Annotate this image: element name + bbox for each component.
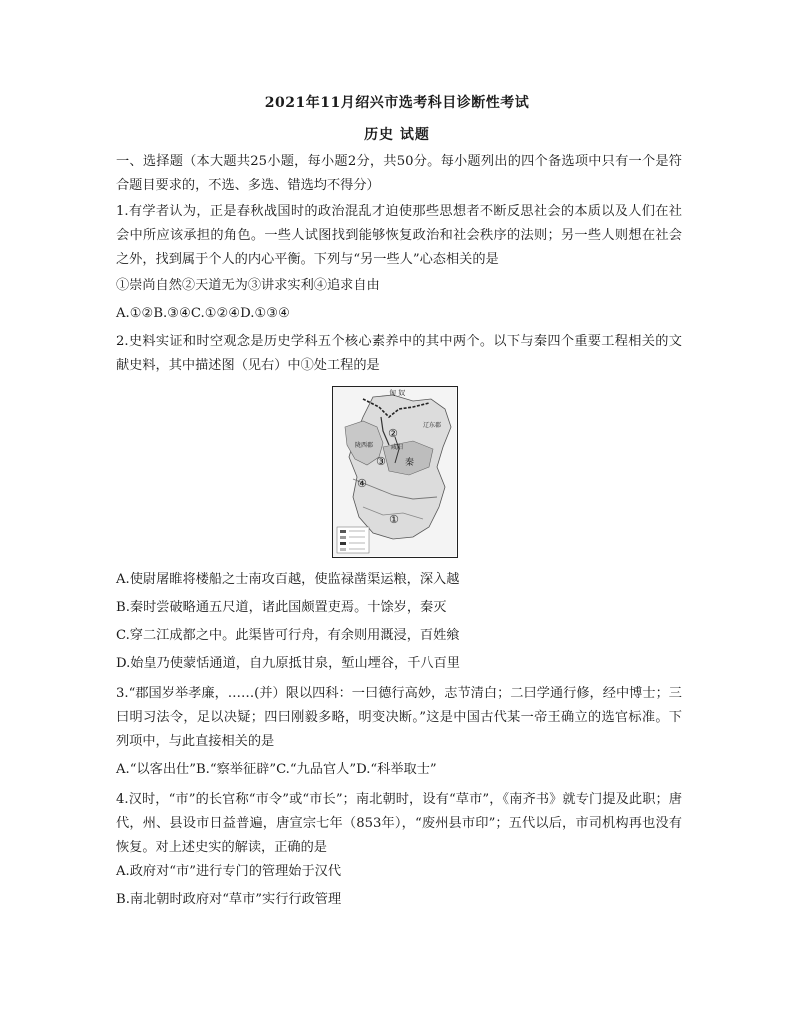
question-1-stem: 1.有学者认为，正是春秋战国时的政治混乱才迫使那些思想者不断反思社会的本质以及人们在社会中所应该承担的角色。一些人试图找到能够恢复政治和社会秩序的法则；另一些人则想在社会之外，找到属于个人的内心平衡。下列与“另一些人”心态相关的是 xyxy=(116,204,682,267)
question-2-option-a: A.使尉屠睢将楼船之士南攻百越，使监禄凿渠运粮，深入越 xyxy=(116,572,460,587)
question-1-items: ①崇尚自然②天道无为③讲求实利④追求自由 xyxy=(116,278,380,293)
qin-projects-map xyxy=(332,386,458,558)
map-marker-2: ② xyxy=(388,427,398,440)
question-4-stem: 4.汉时，“市”的长官称“市令”或“市长”；南北朝时，设有“草市”，《南齐书》就专门提及此职；唐代，州、县设市日益普遍，唐宣宗七年（853年），“废州县市印”；五代以后，市司机构再也没有恢复。对上述史实的解读，正确的是 xyxy=(116,792,682,855)
question-4-option-a: A.政府对“市”进行专门的管理始于汉代 xyxy=(116,864,342,879)
map-label-xiongnu: 匈 奴 xyxy=(389,389,406,397)
map-label-xianyang: 咸阳 xyxy=(391,444,404,451)
question-3-stem: 3.“郡国岁举孝廉，……(并）限以四科：一曰德行高妙，志节清白；二曰学通行修，经中博士；三曰明习法令，足以决疑；四曰刚毅多略，明变决断。”这是中国古代某一帝王确立的选官标准。下列项中，与此直接相关的是 xyxy=(116,686,682,749)
map-label-liaodong: 辽东郡 xyxy=(423,422,442,429)
map-label-longxi: 陇西郡 xyxy=(355,442,374,449)
question-3-options: A.“以客出仕”B.“察举征辟”C.“九品官人”D.“科举取士” xyxy=(116,762,437,777)
map-label-qin: 秦 xyxy=(405,458,415,468)
question-2-option-d: D.始皇乃使蒙恬通道，自九原抵甘泉，堑山堙谷，千八百里 xyxy=(116,656,460,671)
exam-subtitle: 历史 试题 xyxy=(364,127,430,143)
map-marker-4: ④ xyxy=(357,477,367,490)
question-2-option-b: B.秦时尝破略通五尺道，诸此国颇置吏焉。十馀岁，秦灭 xyxy=(116,600,447,615)
question-1-options: A.①②B.③④C.①②④D.①③④ xyxy=(116,306,290,321)
map-marker-1: ① xyxy=(389,513,399,526)
question-2-option-c: C.穿二江成都之中。此渠皆可行舟，有余则用溉浸，百姓飨 xyxy=(116,628,460,643)
question-2-stem: 2.史料实证和时空观念是历史学科五个核心素养中的其中两个。以下与秦四个重要工程相关的文献史料，其中描述图（见右）中①处工程的是 xyxy=(116,334,682,373)
section-instructions: 一、选择题（本大题共25小题，每小题2分，共50分。每小题列出的四个备选项中只有一个是符合题目要求的，不选、多选、错选均不得分） xyxy=(116,154,682,193)
exam-title: 2021年11月绍兴市选考科目诊断性考试 xyxy=(264,95,530,111)
question-4-option-b: B.南北朝时政府对“草市”实行行政管理 xyxy=(116,892,342,907)
map-marker-3: ③ xyxy=(376,455,386,468)
